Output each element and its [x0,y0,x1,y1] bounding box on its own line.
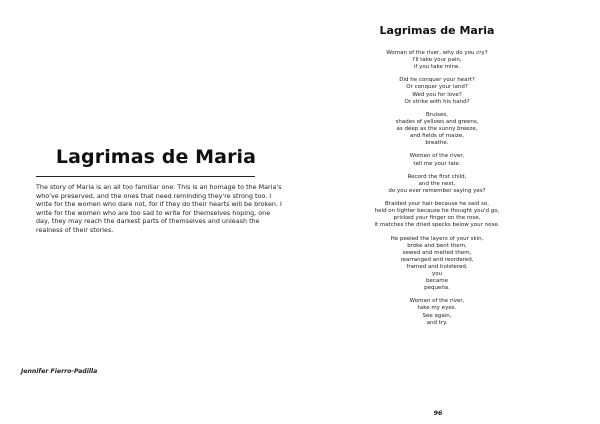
author-name: Jennifer Fierro-Padilla [21,368,98,375]
poem-line: breathe. [425,140,449,147]
poem-title: Lagrimas de Maria [379,24,495,37]
poem-line: became [425,278,448,285]
poem-line: Record the first child, [407,173,467,180]
title-underline [36,176,255,177]
poem-stanza [357,153,517,167]
poem-line: if you take mine. [413,64,461,71]
right-page [300,0,600,424]
poem-line: Braided your hair because he said so, [385,201,489,208]
poem-line: tell me your tale. [413,160,461,167]
poem-stanza [357,298,517,326]
poem-body [357,50,517,333]
poem-line: framed and holstered, [406,263,468,270]
poem-stanza [357,236,517,293]
poem-line: you [431,271,443,277]
poem-stanza [357,77,517,105]
poem-line: Woman of the river, why do you cry? [386,50,488,56]
poem-line: He peeled the layers of your skin, [390,235,484,242]
poem-line: Woman of the river, [409,298,465,305]
poem-line: broke and bent them, [407,242,467,249]
poem-line: shades of yellows and greens, [395,118,479,125]
page-number: 96 [433,409,443,417]
poem-stanza [357,174,517,195]
poem-line: I'll take your pain, [412,57,462,64]
poem-line: and the next, [418,180,456,187]
poem-stanza [357,201,517,229]
poem-line: rearranged and reordered, [400,256,474,263]
poem-stanza [357,112,517,147]
poem-line: Or strike with his hand? [404,98,470,105]
intro-paragraph: The story of Maria is an all too familiar one. This is an homage to the Maria's who've preserved, and the ones that need reminding they're strong too. I write for the women who dare not, for if they do their hearts will be broken. I write for the women who are too sad to write for themselves hoping, one day, they may reach the darkest parts of themselves and unleash the realness of their stories. [36,183,282,234]
poem-line: Woman of the river, [409,153,465,160]
poem-line: as deep as the sunny breeze, [396,126,478,133]
poem-line: Bruises, [426,111,448,118]
poem-line: it matches the dried specks below your nose. [374,222,500,229]
poem-line: held on tighter because he thought you'd go, [374,208,500,215]
poem-line: and try. [426,319,448,326]
poem-line: See again, [422,312,452,319]
poem-line: do you ever remember saying yes? [388,187,486,194]
poem-line: pequeña. [424,285,450,292]
poem-line: pricked your finger on the rose, [393,215,481,222]
poem-line: Or conquer your land? [406,84,468,91]
left-page-title: Lagrimas de Maria [55,146,257,168]
poem-line: Wed you for love? [412,91,462,98]
poem-line: and fields of maize, [410,133,464,140]
poem-line: sewed and melted them, [402,249,472,256]
poem-line: take my eyes. [417,305,457,312]
poem-stanza [357,50,517,71]
poem-line: Did he conquer your heart? [399,77,475,84]
